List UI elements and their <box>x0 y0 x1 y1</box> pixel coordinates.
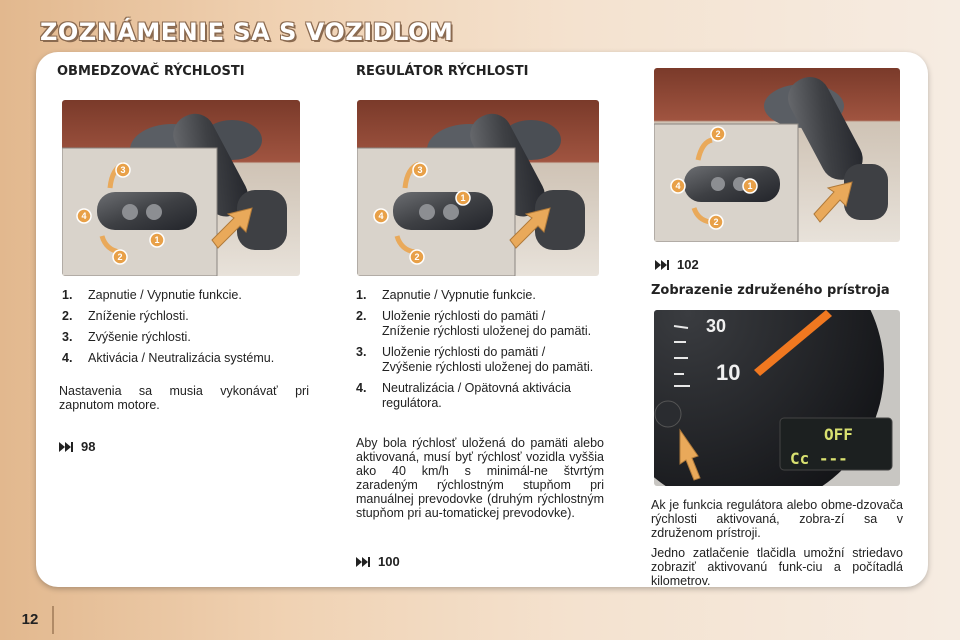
cruise-label-4: 4 <box>378 211 384 221</box>
cluster-display-line2: Cc --- <box>790 449 848 468</box>
limiter-stalk-photo <box>62 100 300 276</box>
cluster-tick-30: 30 <box>706 316 727 336</box>
cluster-tick-10: 10 <box>716 360 741 385</box>
cruise-label-2: 2 <box>414 252 420 262</box>
limiter-label-1: 1 <box>154 235 160 245</box>
limiter-label-3: 3 <box>120 165 126 175</box>
limiter-heading: OBMEDZOVAČ RÝCHLOSTI <box>57 64 245 79</box>
list-item: 1. Zapnutie / Vypnutie funkcie. <box>356 288 536 302</box>
right-page-ref[interactable] <box>655 257 699 272</box>
list-item: 3. Uloženie rýchlosti do pamäti / Zvýšenie rýchlosti uloženej do pamäti. <box>356 345 594 374</box>
cluster-button <box>655 401 681 427</box>
cruise-list <box>356 288 596 417</box>
cluster-para-2: Jedno zatlačenie tlačidla umožní striedavo zobraziť aktivovanú funk-ciu a počítadlá kilometrov. <box>651 546 903 588</box>
cruise-note: Aby bola rýchlosť uložená do pamäti alebo aktivovaná, musí byť rýchlosť vozidla vyššia ako 40 km/h s minimál-ne štvrtým zaradeným rýchlostným stupňom pri manuálnej prevodovke (druhým rýchlostným stupňom pri au-tomatickej prevodovke). <box>356 436 604 520</box>
list-item: 4. Aktivácia / Neutralizácia systému. <box>62 351 275 365</box>
list-item: 2. Zníženie rýchlosti. <box>62 309 189 323</box>
limiter-label-4: 4 <box>81 211 87 221</box>
right-label-2b: 2 <box>713 217 719 227</box>
page-title: ZOZNÁMENIE SA S VOZIDLOM <box>40 18 454 46</box>
list-item: 4. Neutralizácia / Opätovná aktivácia regulátora. <box>356 381 571 410</box>
right-label-1: 1 <box>747 181 753 191</box>
cruise-page-ref[interactable] <box>356 554 400 569</box>
cluster-display-line1: OFF <box>824 425 853 444</box>
right-label-4: 4 <box>675 181 681 191</box>
page-number: 12 <box>8 606 54 634</box>
cruise-ref-number: 100 <box>378 554 400 569</box>
cruise-heading: REGULÁTOR RÝCHLOSTI <box>356 64 529 79</box>
limiter-list <box>62 288 302 372</box>
list-item: 1. Zapnutie / Vypnutie funkcie. <box>62 288 242 302</box>
right-label-2a: 2 <box>715 129 721 139</box>
limiter-note: Nastavenia sa musia vykonávať pri zapnutom motore. <box>59 384 309 412</box>
limiter-ref-number: 98 <box>81 439 96 454</box>
fast-forward-icon <box>59 442 73 452</box>
limiter-page-ref[interactable] <box>59 439 95 454</box>
fast-forward-icon <box>655 260 669 270</box>
cruise-stalk-photo <box>357 100 599 276</box>
instrument-cluster-photo <box>654 310 900 486</box>
right-stalk-photo <box>654 68 900 242</box>
list-item: 2. Uloženie rýchlosti do pamäti / Zníženie rýchlosti uloženej do pamäti. <box>356 309 592 338</box>
cluster-heading: Zobrazenie združeného prístroja <box>651 283 890 298</box>
cruise-label-3: 3 <box>417 165 423 175</box>
cluster-para-1: Ak je funkcia regulátora alebo obme-dzovača rýchlosti aktivovaná, zobra-zí sa v združenom prístroji. <box>651 498 903 540</box>
list-item: 3. Zvýšenie rýchlosti. <box>62 330 191 344</box>
right-ref-number: 102 <box>677 257 699 272</box>
limiter-label-2: 2 <box>117 252 123 262</box>
cruise-label-1: 1 <box>460 193 466 203</box>
fast-forward-icon <box>356 557 370 567</box>
